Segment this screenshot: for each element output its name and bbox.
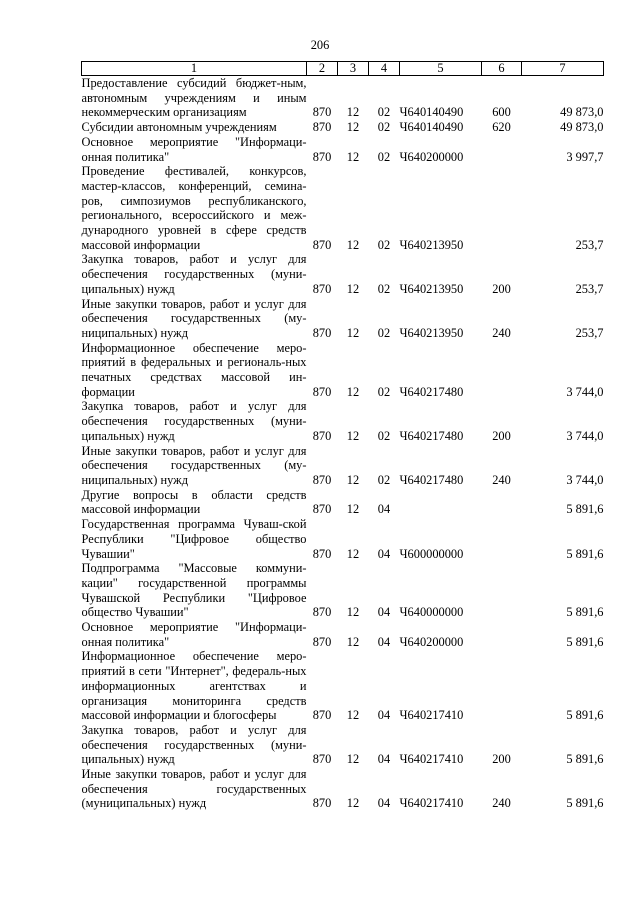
row-subsection: 04 — [377, 605, 391, 620]
row-name: Основное мероприятие "Информаци-онная политика" — [81, 134, 307, 164]
row-amount: 5 891,6 — [566, 708, 604, 723]
row-subsection: 04 — [377, 752, 391, 767]
row-section: 12 — [346, 384, 360, 399]
table-row — [82, 488, 604, 517]
row-expense-type — [482, 649, 522, 723]
row-target-article: Ч640217480 — [399, 472, 464, 487]
row-section: 12 — [346, 634, 360, 649]
row-ministry-code: 870 — [312, 105, 332, 120]
row-ministry-code: 870 — [312, 120, 332, 135]
row-amount: 5 891,6 — [566, 546, 604, 561]
row-section: 12 — [346, 708, 360, 723]
row-target-article: Ч640213950 — [399, 237, 464, 252]
row-section: 12 — [346, 237, 360, 252]
row-section: 12 — [346, 325, 360, 340]
row-subsection: 02 — [377, 325, 391, 340]
row-section: 12 — [346, 428, 360, 443]
row-amount: 5 891,6 — [566, 502, 604, 517]
row-subsection: 02 — [377, 120, 391, 135]
row-subsection: 04 — [377, 796, 391, 811]
table-row — [82, 341, 604, 400]
row-expense-type — [482, 341, 522, 400]
table-row — [82, 444, 604, 488]
row-section: 12 — [346, 105, 360, 120]
table-row — [82, 164, 604, 252]
row-name: Государственная программа Чуваш-ской Республики "Цифровое общество Чувашии" — [81, 517, 307, 561]
row-expense-type: 200 — [492, 281, 511, 296]
header-col-2: 2 — [307, 62, 338, 76]
table-row — [82, 252, 604, 296]
row-section: 12 — [346, 605, 360, 620]
row-target-article: Ч640217410 — [399, 796, 464, 811]
row-name: Иные закупки товаров, работ и услуг для обеспечения государственных (му-ниципальных) нужд — [81, 443, 307, 487]
row-subsection: 02 — [377, 237, 391, 252]
row-section: 12 — [346, 281, 360, 296]
row-subsection: 02 — [377, 428, 391, 443]
header-col-3: 3 — [338, 62, 369, 76]
row-amount: 3 744,0 — [566, 428, 604, 443]
row-target-article: Ч600000000 — [399, 546, 464, 561]
header-col-5: 5 — [400, 62, 482, 76]
table-row — [82, 561, 604, 620]
page-number: 206 — [310, 38, 330, 52]
row-amount: 3 744,0 — [566, 472, 604, 487]
row-target-article: Ч640213950 — [399, 281, 464, 296]
row-target-article — [400, 488, 482, 517]
row-target-article: Ч640140490 — [399, 105, 464, 120]
row-section: 12 — [346, 796, 360, 811]
row-expense-type: 600 — [492, 105, 511, 120]
row-expense-type — [482, 620, 522, 649]
row-name: Субсидии автономным учреждениям — [81, 120, 277, 135]
row-subsection: 02 — [377, 472, 391, 487]
row-ministry-code: 870 — [312, 281, 332, 296]
row-expense-type — [482, 135, 522, 164]
row-name: Закупка товаров, работ и услуг для обеспечения государственных (муни-ципальных) нужд — [81, 252, 307, 296]
row-name: Проведение фестивалей, конкурсов, мастер-классов, конференций, семина-ров, симпозиумов республиканского, регионального, всероссийского и меж-дународного уровней в сфере средств массовой информации — [81, 164, 307, 252]
row-expense-type: 240 — [492, 796, 511, 811]
row-ministry-code: 870 — [312, 428, 332, 443]
row-target-article: Ч640200000 — [399, 634, 464, 649]
row-expense-type — [482, 164, 522, 252]
header-col-7: 7 — [522, 62, 604, 76]
row-amount: 3 744,0 — [566, 384, 604, 399]
row-amount: 3 997,7 — [566, 149, 604, 164]
row-name: Закупка товаров, работ и услуг для обеспечения государственных (муни-ципальных) нужд — [81, 399, 307, 443]
table-row — [82, 135, 604, 164]
row-ministry-code: 870 — [312, 149, 332, 164]
header-col-4: 4 — [369, 62, 400, 76]
table-row — [82, 399, 604, 443]
table-row — [82, 767, 604, 811]
table-row — [82, 649, 604, 723]
row-name: Другие вопросы в области средств массовой информации — [81, 487, 307, 517]
header-col-6: 6 — [482, 62, 522, 76]
row-target-article: Ч640217480 — [399, 384, 464, 399]
row-name: Иные закупки товаров, работ и услуг для обеспечения государственных (му-ниципальных) нужд — [81, 296, 307, 340]
table-body — [82, 76, 604, 812]
row-name: Информационное обеспечение меро-приятий в сети "Интернет", федераль-ных информационных агентствах и организация мониторинга средств массовой информации и блогосферы — [81, 649, 307, 723]
row-amount: 49 873,0 — [560, 120, 604, 135]
row-ministry-code: 870 — [312, 708, 332, 723]
table-row — [82, 620, 604, 649]
row-subsection: 04 — [377, 634, 391, 649]
row-target-article: Ч640217410 — [399, 752, 464, 767]
row-expense-type: 620 — [492, 120, 511, 135]
row-subsection: 04 — [377, 708, 391, 723]
row-section: 12 — [346, 546, 360, 561]
row-ministry-code: 870 — [312, 546, 332, 561]
table-row — [82, 723, 604, 767]
row-amount: 5 891,6 — [566, 752, 604, 767]
row-expense-type — [482, 561, 522, 620]
table-row — [82, 120, 604, 135]
table-row — [82, 297, 604, 341]
row-expense-type: 240 — [492, 325, 511, 340]
row-name: Информационное обеспечение меро-приятий в федеральных и региональ-ных печатных средствах массовой ин-формации — [81, 340, 307, 399]
row-expense-type: 200 — [492, 428, 511, 443]
row-ministry-code: 870 — [312, 605, 332, 620]
row-name: Закупка товаров, работ и услуг для обеспечения государственных (муни-ципальных) нужд — [81, 722, 307, 767]
row-ministry-code: 870 — [312, 502, 332, 517]
row-name: Иные закупки товаров, работ и услуг для обеспечения государственных (муниципальных) нужд — [81, 767, 307, 811]
row-ministry-code: 870 — [312, 237, 332, 252]
row-section: 12 — [346, 120, 360, 135]
header-row — [82, 62, 604, 76]
row-target-article: Ч640217480 — [399, 428, 464, 443]
row-subsection: 02 — [377, 384, 391, 399]
row-subsection: 02 — [377, 149, 391, 164]
row-subsection: 04 — [377, 502, 391, 517]
row-target-article: Ч640217410 — [399, 708, 464, 723]
header-col-1: 1 — [82, 62, 307, 76]
row-amount: 253,7 — [575, 325, 604, 340]
row-target-article: Ч640000000 — [399, 605, 464, 620]
row-ministry-code: 870 — [312, 796, 332, 811]
row-expense-type — [482, 488, 522, 517]
row-ministry-code: 870 — [312, 472, 332, 487]
row-amount: 253,7 — [575, 237, 604, 252]
row-subsection: 02 — [377, 281, 391, 296]
row-ministry-code: 870 — [312, 384, 332, 399]
row-name: Предоставление субсидий бюджет-ным, автономным учреждениям и иным некоммерческим организациям — [81, 76, 307, 120]
row-section: 12 — [346, 752, 360, 767]
row-expense-type: 200 — [492, 752, 511, 767]
row-name: Подпрограмма "Массовые коммуни-кации" государственной программы Чувашской Республики "Цифровое общество Чувашии" — [81, 561, 307, 620]
row-ministry-code: 870 — [312, 325, 332, 340]
row-amount: 5 891,6 — [566, 605, 604, 620]
row-target-article: Ч640140490 — [399, 120, 464, 135]
table-header — [82, 62, 604, 76]
row-amount: 5 891,6 — [566, 634, 604, 649]
row-name: Основное мероприятие "Информаци-онная политика" — [81, 620, 307, 649]
row-ministry-code: 870 — [312, 634, 332, 649]
row-expense-type — [482, 517, 522, 561]
row-amount: 5 891,6 — [566, 796, 604, 811]
row-section: 12 — [346, 149, 360, 164]
row-target-article: Ч640213950 — [399, 325, 464, 340]
row-amount: 253,7 — [575, 281, 604, 296]
table-row — [82, 76, 604, 121]
row-expense-type: 240 — [492, 472, 511, 487]
row-section: 12 — [346, 502, 360, 517]
row-amount: 49 873,0 — [560, 105, 604, 120]
budget-table — [81, 61, 604, 811]
row-target-article: Ч640200000 — [399, 149, 464, 164]
row-section: 12 — [346, 472, 360, 487]
row-ministry-code: 870 — [312, 752, 332, 767]
row-subsection: 02 — [377, 105, 391, 120]
row-subsection: 04 — [377, 546, 391, 561]
table-row — [82, 517, 604, 561]
